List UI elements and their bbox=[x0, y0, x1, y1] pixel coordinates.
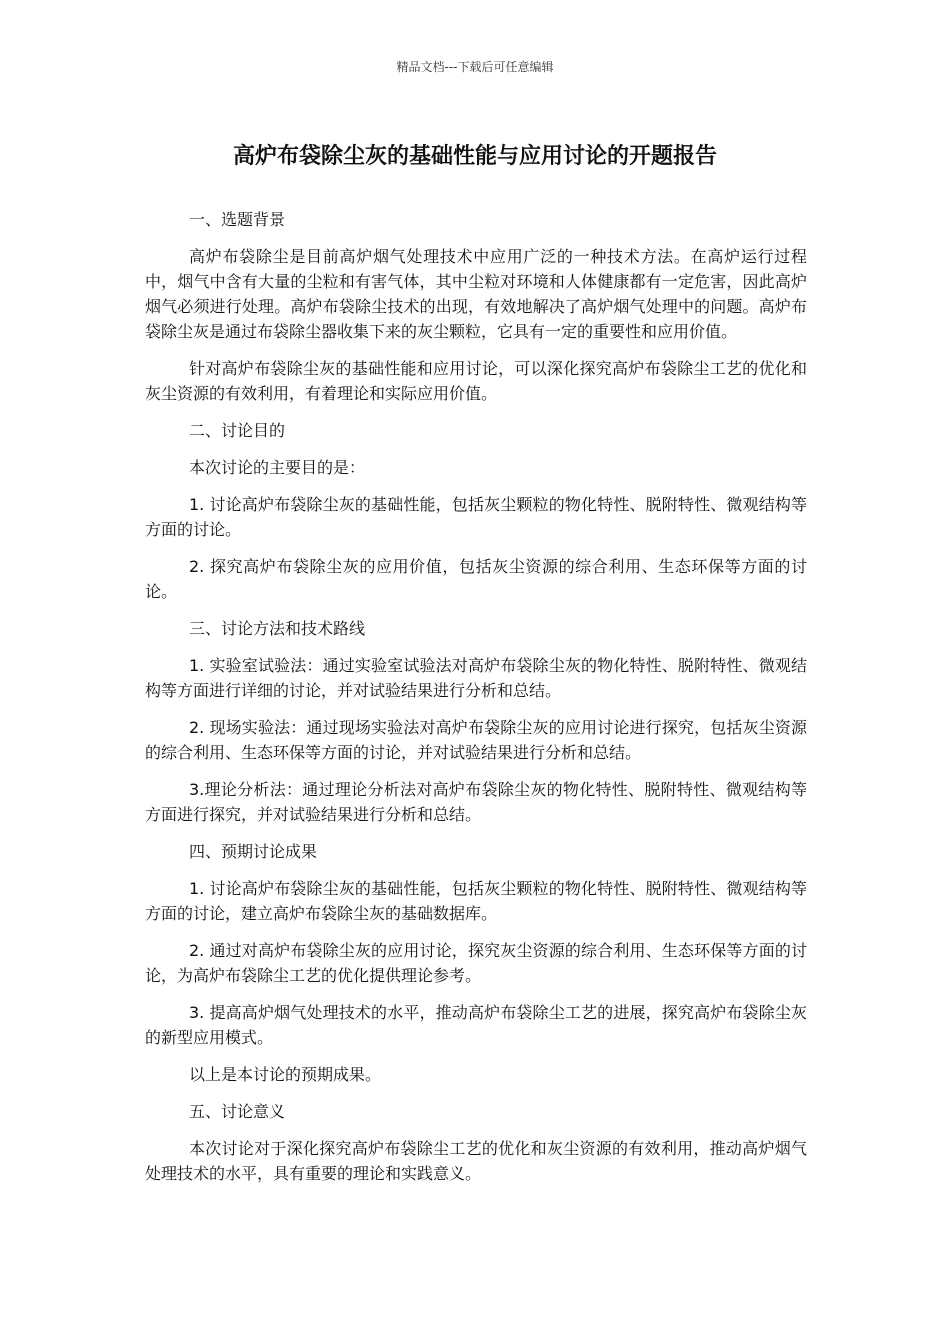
list-item: 2. 现场实验法：通过现场实验法对高炉布袋除尘灰的应用讨论进行探究，包括灰尘资源的综合利用、生态环保等方面的讨论，并对试验结果进行分析和总结。 bbox=[145, 718, 807, 762]
section-heading-significance: 五、讨论意义 bbox=[189, 1102, 286, 1121]
document-title: 高炉布袋除尘灰的基础性能与应用讨论的开题报告 bbox=[232, 144, 717, 169]
paragraph: 本次讨论对于深化探究高炉布袋除尘工艺的优化和灰尘资源的有效利用，推动高炉烟气处理技术的水平，具有重要的理论和实践意义。 bbox=[145, 1139, 807, 1183]
list-item: 2. 通过对高炉布袋除尘灰的应用讨论，探究灰尘资源的综合利用、生态环保等方面的讨论，为高炉布袋除尘工艺的优化提供理论参考。 bbox=[145, 941, 807, 985]
page-header: 精品文档---下载后可任意编辑 bbox=[396, 60, 554, 74]
paragraph: 高炉布袋除尘是目前高炉烟气处理技术中应用广泛的一种技术方法。在高炉运行过程中，烟气中含有大量的尘粒和有害气体，其中尘粒对环境和人体健康都有一定危害，因此高炉烟气必须进行处理。高炉布袋除尘技术的出现，有效地解决了高炉烟气处理中的问题。高炉布袋除尘灰是通过布袋除尘器收集下来的灰尘颗粒，它具有一定的重要性和应用价值。 bbox=[145, 247, 807, 341]
list-item: 3.理论分析法：通过理论分析法对高炉布袋除尘灰的物化特性、脱附特性、微观结构等方面进行探究，并对试验结果进行分析和总结。 bbox=[145, 780, 807, 824]
list-item: 1. 实验室试验法：通过实验室试验法对高炉布袋除尘灰的物化特性、脱附特性、微观结构等方面进行详细的讨论，并对试验结果进行分析和总结。 bbox=[145, 656, 807, 700]
document-body bbox=[145, 207, 807, 1198]
section-heading-methods: 三、讨论方法和技术路线 bbox=[189, 619, 366, 638]
section-heading-results: 四、预期讨论成果 bbox=[189, 842, 318, 861]
list-item: 1. 讨论高炉布袋除尘灰的基础性能，包括灰尘颗粒的物化特性、脱附特性、微观结构等方面的讨论，建立高炉布袋除尘灰的基础数据库。 bbox=[145, 879, 807, 923]
list-item: 2. 探究高炉布袋除尘灰的应用价值，包括灰尘资源的综合利用、生态环保等方面的讨论。 bbox=[145, 557, 807, 601]
paragraph: 以上是本讨论的预期成果。 bbox=[189, 1065, 382, 1084]
paragraph: 针对高炉布袋除尘灰的基础性能和应用讨论，可以深化探究高炉布袋除尘工艺的优化和灰尘资源的有效利用，有着理论和实际应用价值。 bbox=[145, 359, 807, 403]
section-heading-background: 一、选题背景 bbox=[189, 210, 286, 229]
paragraph: 本次讨论的主要目的是： bbox=[189, 458, 366, 477]
section-heading-purpose: 二、讨论目的 bbox=[189, 421, 286, 440]
list-item: 3. 提高高炉烟气处理技术的水平，推动高炉布袋除尘工艺的进展，探究高炉布袋除尘灰的新型应用模式。 bbox=[145, 1003, 807, 1047]
list-item: 1. 讨论高炉布袋除尘灰的基础性能，包括灰尘颗粒的物化特性、脱附特性、微观结构等方面的讨论。 bbox=[145, 495, 807, 539]
